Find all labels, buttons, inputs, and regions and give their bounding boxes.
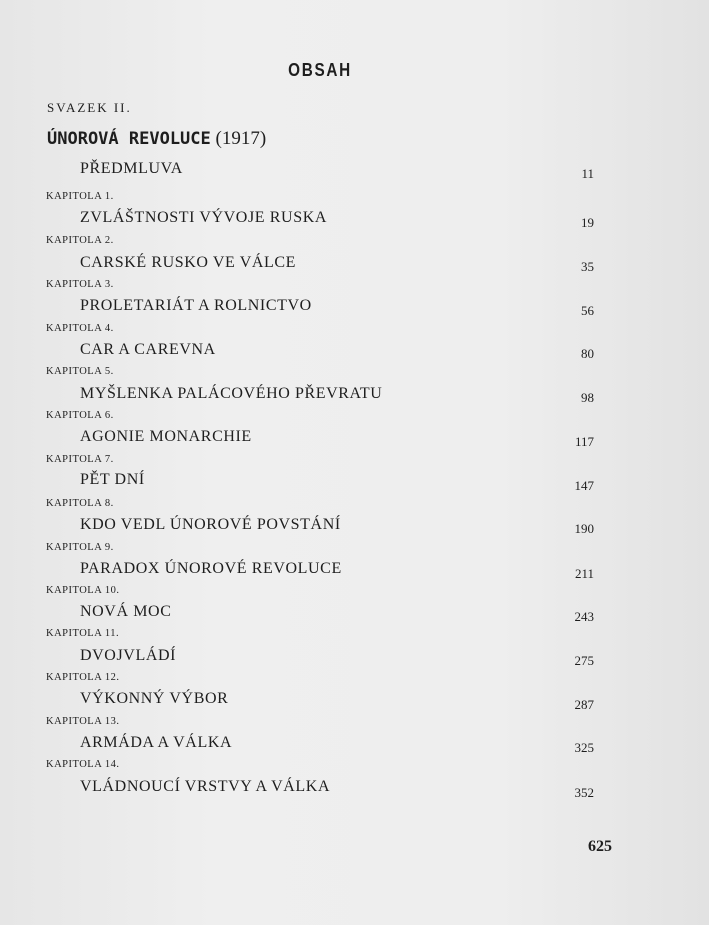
chapter-title[interactable]: PROLETARIÁT A ROLNICTVO [80, 297, 312, 314]
chapter-page-number: 117 [574, 434, 594, 449]
chapter-page-number: 56 [581, 303, 594, 318]
chapter-page-number: 243 [574, 609, 594, 624]
part-title-text: ÚNOROVÁ REVOLUCE [47, 129, 211, 149]
chapter-label: KAPITOLA 12. [46, 672, 120, 683]
chapter-page-number: 98 [581, 390, 594, 405]
chapter-title[interactable]: MYŠLENKA PALÁCOVÉHO PŘEVRATU [80, 385, 383, 402]
chapter-label: KAPITOLA 2. [46, 235, 114, 246]
chapter-label: KAPITOLA 11. [46, 628, 120, 639]
volume-label: SVAZEK II. [47, 100, 132, 115]
chapter-title[interactable]: CAR A CAREVNA [80, 341, 216, 358]
chapter-page-number: 80 [581, 346, 594, 361]
part-title [47, 128, 266, 150]
chapter-label: KAPITOLA 13. [46, 716, 120, 727]
chapter-page-number: 19 [581, 215, 594, 230]
chapter-title[interactable]: ZVLÁŠTNOSTI VÝVOJE RUSKA [80, 209, 328, 226]
part-year: (1917) [215, 128, 267, 149]
chapter-page-number: 325 [574, 740, 594, 755]
chapter-title[interactable]: KDO VEDL ÚNOROVÉ POVSTÁNÍ [80, 516, 341, 533]
page-number: 625 [588, 838, 612, 855]
chapter-label: KAPITOLA 9. [46, 542, 114, 553]
chapter-page-number: 211 [574, 566, 594, 581]
page-title: OBSAH [288, 60, 352, 80]
chapter-label: KAPITOLA 14. [46, 759, 120, 770]
chapter-title[interactable]: PARADOX ÚNOROVÉ REVOLUCE [80, 560, 342, 577]
chapter-page-number: 190 [574, 521, 594, 536]
chapter-label: KAPITOLA 10. [46, 585, 120, 596]
chapter-label: KAPITOLA 3. [46, 279, 114, 290]
chapter-title[interactable]: PĚT DNÍ [80, 471, 145, 488]
chapter-page-number: 352 [574, 785, 594, 800]
chapter-label: KAPITOLA 5. [46, 366, 114, 377]
chapter-title[interactable]: NOVÁ MOC [80, 603, 172, 620]
chapter-page-number: 35 [581, 259, 594, 274]
chapter-page-number: 11 [581, 166, 594, 181]
chapter-label: KAPITOLA 7. [46, 454, 114, 465]
chapter-label: KAPITOLA 6. [46, 410, 114, 421]
chapter-label: KAPITOLA 1. [46, 191, 114, 202]
chapter-title[interactable]: ARMÁDA A VÁLKA [80, 734, 233, 751]
chapter-title[interactable]: PŘEDMLUVA [80, 160, 183, 177]
chapter-page-number: 287 [574, 697, 594, 712]
chapter-label: KAPITOLA 4. [46, 323, 114, 334]
chapter-title[interactable]: VLÁDNOUCÍ VRSTVY A VÁLKA [80, 778, 331, 795]
chapter-title[interactable]: DVOJVLÁDÍ [80, 647, 177, 664]
chapter-title[interactable]: VÝKONNÝ VÝBOR [80, 690, 229, 707]
chapter-page-number: 147 [574, 478, 594, 493]
chapter-title[interactable]: AGONIE MONARCHIE [80, 428, 252, 445]
chapter-label: KAPITOLA 8. [46, 498, 114, 509]
chapter-page-number: 275 [574, 653, 594, 668]
chapter-title[interactable]: CARSKÉ RUSKO VE VÁLCE [80, 254, 297, 271]
